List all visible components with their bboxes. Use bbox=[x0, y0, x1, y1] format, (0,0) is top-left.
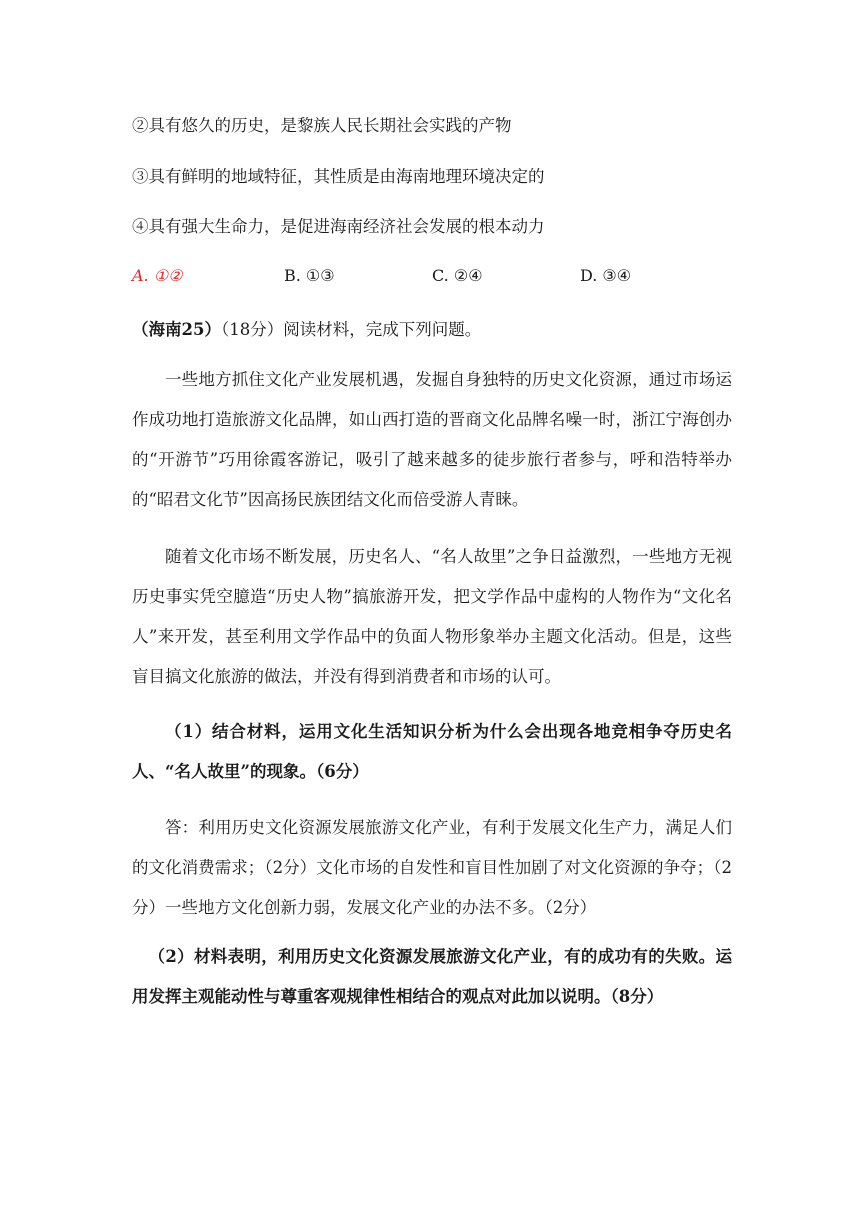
answer-choices bbox=[132, 266, 732, 292]
sub-question-1: （1）结合材料，运用文化生活知识分析为什么会出现各地竞相争夺历史名人、“名人故里”的现象。（6分） bbox=[132, 722, 732, 781]
choice-b: B. ①③ bbox=[284, 266, 335, 285]
choice-c: C. ②④ bbox=[432, 266, 483, 285]
option-line-2: ②具有悠久的历史，是黎族人民长期社会实践的产物 bbox=[132, 116, 512, 135]
question-heading bbox=[132, 318, 481, 342]
choice-d: D. ③④ bbox=[580, 266, 632, 285]
answer-1: 答：利用历史文化资源发展旅游文化产业，有利于发展文化生产力，满足人们的文化消费需求；（2分）文化市场的自发性和盲目性加剧了对文化资源的争夺；（2分）一些地方文化创新力弱，发展文化产业的办法不多。（2分） bbox=[132, 818, 732, 917]
choice-a-correct: A. ①② bbox=[132, 266, 183, 285]
material-paragraph-1: 一些地方抓住文化产业发展机遇，发掘自身独特的历史文化资源，通过市场运作成功地打造旅游文化品牌，如山西打造的晋商文化品牌名噪一时，浙江宁海创办的“开游节”巧用徐霞客游记，吸引了越来越多的徒步旅行者参与，呼和浩特举办的“昭君文化节”因高扬民族团结文化而倍受游人青睐。 bbox=[132, 370, 732, 509]
option-line-3: ③具有鲜明的地域特征，其性质是由海南地理环境决定的 bbox=[132, 167, 545, 186]
question-instruction: （18分）阅读材料，完成下列问题。 bbox=[220, 320, 482, 339]
question-source: （海南25） bbox=[132, 320, 221, 339]
sub-question-2: （2）材料表明，利用历史文化资源发展旅游文化产业，有的成功有的失败。运用发挥主观能动性与尊重客观规律性相结合的观点对此加以说明。（8分） bbox=[132, 947, 732, 1006]
option-line-4: ④具有强大生命力，是促进海南经济社会发展的根本动力 bbox=[132, 217, 545, 236]
material-paragraph-2: 随着文化市场不断发展，历史名人、“名人故里”之争日益激烈，一些地方无视历史事实凭空臆造“历史人物”搞旅游开发，把文学作品中虚构的人物作为“文化名人”来开发，甚至利用文学作品中的负面人物形象举办主题文化活动。但是，这些盲目搞文化旅游的做法，并没有得到消费者和市场的认可。 bbox=[132, 547, 732, 686]
